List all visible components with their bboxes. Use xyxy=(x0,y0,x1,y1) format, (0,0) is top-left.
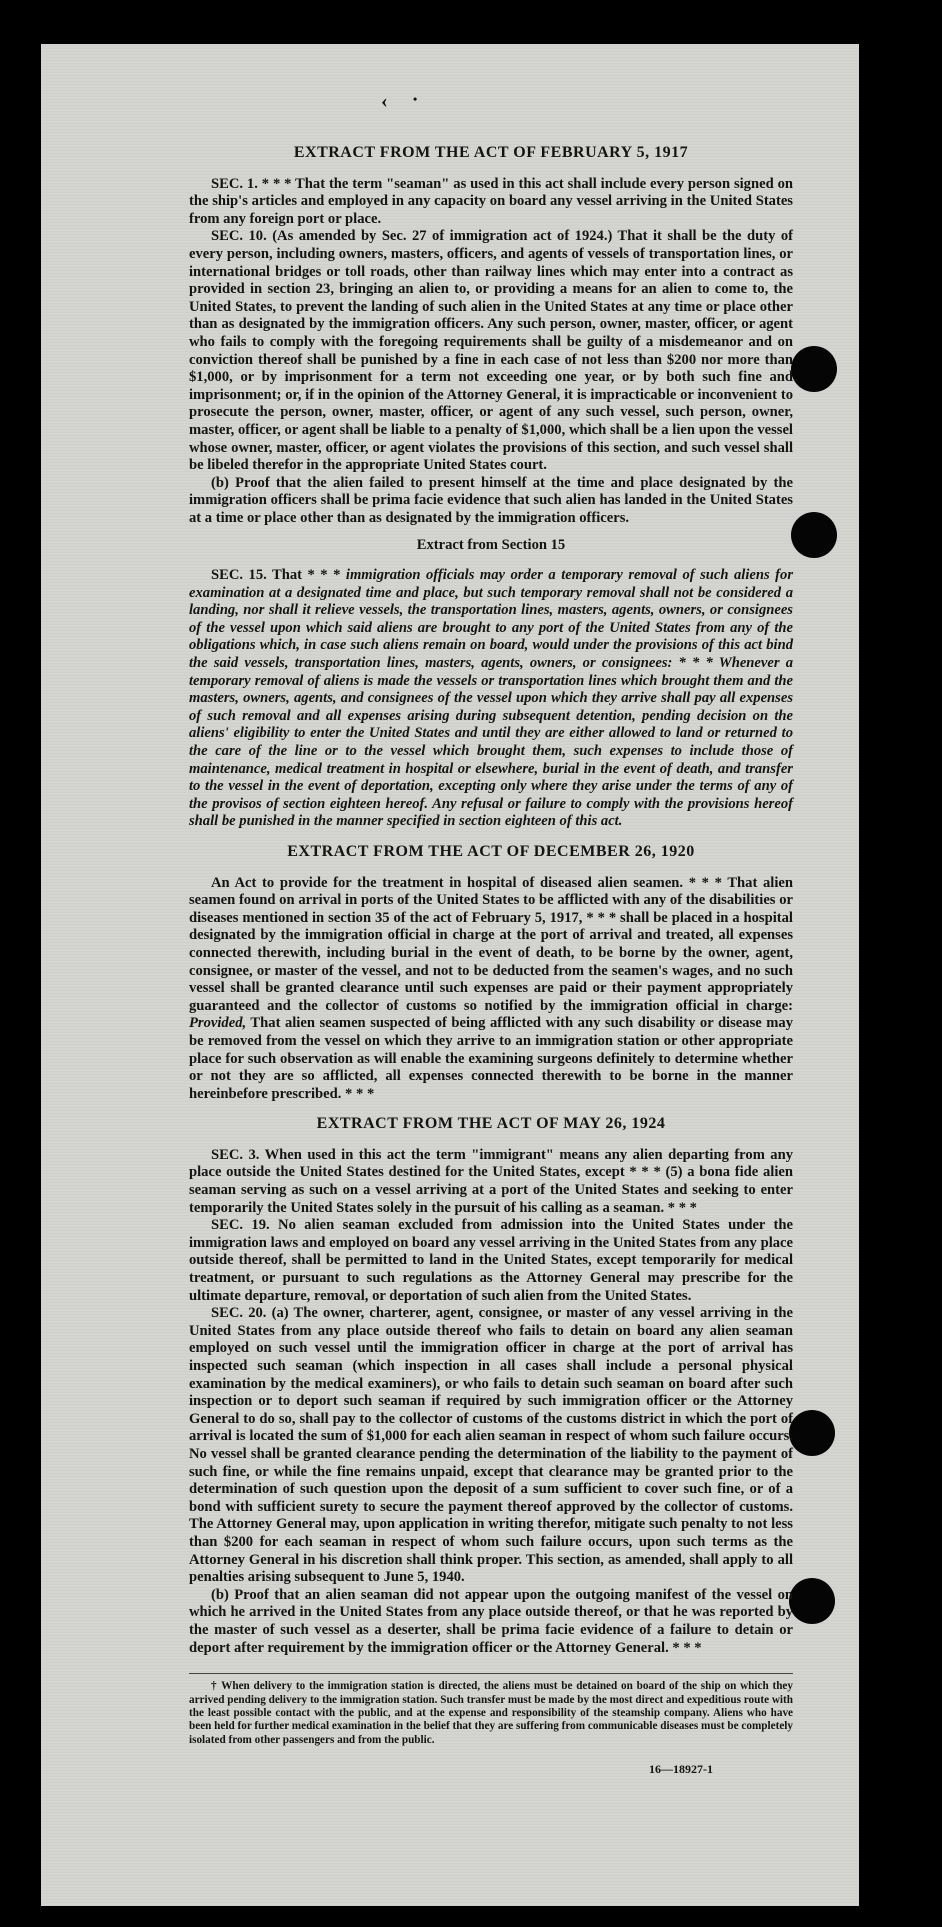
punch-hole xyxy=(791,512,837,558)
paragraph-sec-3: SEC. 3. When used in this act the term "immigrant" means any alien departing from any place outside the United States destined for the United States, except * * * (5) a bona fide alien seaman serving as such on a vessel arriving at a port of the United States and seeking to enter temporarily the United States solely in the pursuit of his calling as a seaman. * * * xyxy=(189,1146,793,1216)
form-code: 16—18927-1 xyxy=(649,1762,713,1777)
document-body xyxy=(189,132,793,1779)
sec-15-lead: SEC. 15. That * * * xyxy=(211,567,341,584)
act-1920-part-a: An Act to provide for the treatment in hospital of diseased alien seamen. * * * That alien seamen found on arrival in ports of the United States to be afflicted with any of the disabilities or diseases mentioned in section 35 of the act of February 5, 1917, * * * shall be placed in a hospital designated by the immigration official in charge at the port of arrival and treated, all expenses connected therewith, including burial in the event of death, to be borne by the owner, agent, consignee, or master of the vessel, and not to be deducted from the seamen's wages, and no such vessel shall be granted clearance until such expenses are paid or their payment appropriately guaranteed and the collector of customs so notified by the immigration official in charge: xyxy=(189,874,793,1014)
document-page xyxy=(41,44,859,1906)
heading-act-1920: EXTRACT FROM THE ACT OF DECEMBER 26, 1920 xyxy=(287,842,695,860)
footnote-text: † When delivery to the immigration station is directed, the aliens must be detained on board of the ship on which they arrived pending delivery to the immigration station. Such transfer must be made by the most direct and expeditious route with the least possible contact with the public, and at the expense and responsibility of the steamship company. Aliens who have been held for further medical examination in the belief that they are suffering from communicable diseases must be completely isolated from other passengers and from the public. xyxy=(189,1680,793,1746)
heading-act-1917: EXTRACT FROM THE ACT OF FEBRUARY 5, 1917 xyxy=(293,144,689,161)
punch-hole xyxy=(789,1410,835,1456)
punch-hole xyxy=(791,346,837,392)
paragraph-sec-19: SEC. 19. No alien seaman excluded from admission into the United States under the immigration laws and employed on board any vessel arriving in the United States from any place outside thereof, shall be permitted to land in the United States, except temporarily for medical treatment, or pursuant to such regulations as the Attorney General may prescribe for the ultimate departure, removal, or deportation of such alien from the United States. xyxy=(189,1217,793,1304)
paragraph-sec-15 xyxy=(189,567,793,831)
top-mark: ‹ xyxy=(381,90,388,112)
act-1920-part-b: That alien seamen suspected of being afflicted with any such disability or disease may be removed from the vessel on which they arrive to an immigration station or other appropriate place for such observation as will enable the examining surgeons definitely to determine whether or not they are so afflicted, all expenses connected therewith to be borne in the manner hereinbefore prescribed. * * * xyxy=(189,1015,793,1102)
punch-hole xyxy=(789,1578,835,1624)
heading-act-1924: EXTRACT FROM THE ACT OF MAY 26, 1924 xyxy=(316,1115,666,1133)
paragraph-sec-1: SEC. 1. * * * That the term "seaman" as used in this act shall include every person signed on the ship's articles and employed in any capacity on board any vessel arriving in the United States from any foreign port or place. xyxy=(189,175,793,227)
paragraph-sec-10: SEC. 10. (As amended by Sec. 27 of immigration act of 1924.) That it shall be the duty of every person, including owners, masters, officers, and agents of vessels of transportation lines, or international bridges or toll roads, other than railway lines which may enter into a contract as provided in section 23, bringing an alien to, or providing a means for an alien to come to, the United States, to prevent the landing of such alien in the United States at any time or place other than as designated by the immigration officers. Any such person, owner, master, officer, or agent who fails to comply with the foregoing requirements shall be guilty of a misdemeanor and on conviction thereof shall be punished by a fine in each case of not less than $200 nor more than $1,000, or by imprisonment for a term not exceeding one year, or by both such fine and imprisonment; or, if in the opinion of the Attorney General, it is impracticable or inconvenient to prosecute the person, owner, master, officer, or agent of any such vessel, such person, owner, master, officer, or agent shall be liable to a penalty of $1,000, which shall be a lien upon the vessel whose owner, master, officer, or agent violates the provisions of this section, and such vessel shall be libeled therefor in the appropriate United States court. xyxy=(189,228,793,474)
paragraph-act-1920 xyxy=(189,875,793,1104)
top-dot: • xyxy=(413,92,418,106)
paragraph-sec-20-a: SEC. 20. (a) The owner, charterer, agent, consignee, or master of any vessel arriving in the United States from any place outside thereof who fails to detain on board any alien seaman employed on such vessel until the immigration officer in charge at the port of arrival has inspected such seaman (which inspection in all cases shall include a personal physical examination by the medical examiners), or who fails to detain such seaman on board after such inspection or to deport such seaman if required by such immigration officer or the Attorney General to do so, shall pay to the collector of customs of the customs district in which the port of arrival is located the sum of $1,000 for each alien seaman in respect of whom such failure occurs. No vessel shall be granted clearance pending the determination of the liability to the payment of such fine, or while the fine remains unpaid, except that clearance may be granted prior to the determination of such question upon the deposit of a sum sufficient to cover such fine, or of a bond with sufficient surety to secure the payment thereof approved by the collector of customs. The Attorney General may, upon application in writing therefor, mitigate such penalty to not less than $200 for each seaman in respect of whom such failure occurs, upon such terms as the Attorney General in his discretion shall think proper. This section, as amended, shall apply to all penalties arising subsequent to June 5, 1940. xyxy=(189,1305,793,1586)
paragraph-sec-10-b: (b) Proof that the alien failed to present himself at the time and place designated by the immigration officers shall be prima facie evidence that such alien has landed in the United States at a time or place other than as designated by the immigration officers. xyxy=(189,474,793,526)
provided-label: Provided, xyxy=(189,1015,247,1032)
sec-15-body: immigration officials may order a temporary removal of such aliens for examination at a designated time and place, but such temporary removal shall not be considered a landing, nor shall it relieve vessels, the transportation lines, masters, agents, owners, or consignees of the vessel upon which said aliens are brought to any port of the United States from any of the obligations which, in case such aliens remain on board, would under the provisions of this act bind the said vessels, transportation lines, masters, agents, owners, or consignees: * * * Whenever a temporary removal of aliens is made the vessels or transportation lines which brought them and the masters, owners, agents, and consignees of the vessel upon which they arrive shall pay all expenses of such removal and all expenses arising during subsequent detention, pending decision on the aliens' eligibility to enter the United States and until they are either allowed to land or returned to the care of the line or to the vessel which brought them, such expenses to include those of maintenance, medical treatment in hospital or elsewhere, burial in the event of death, and transfer to the vessel in the event of deportation, excepting only where they arise under the terms of any of the provisos of section eighteen hereof. Any refusal or failure to comply with the provisions hereof shall be punished in the manner specified in section eighteen of this act. xyxy=(189,567,794,830)
footnote xyxy=(189,1673,793,1747)
paragraph-sec-20-b: (b) Proof that an alien seaman did not appear upon the outgoing manifest of the vessel on which he arrived in the United States from any place outside thereof, or that he was reported by the master of such vessel as a deserter, shall be prima facie evidence of a failure to detain or deport after requirement by the immigration officer or the Attorney General. * * * xyxy=(189,1586,793,1656)
subheading-section-15: Extract from Section 15 xyxy=(416,537,566,554)
